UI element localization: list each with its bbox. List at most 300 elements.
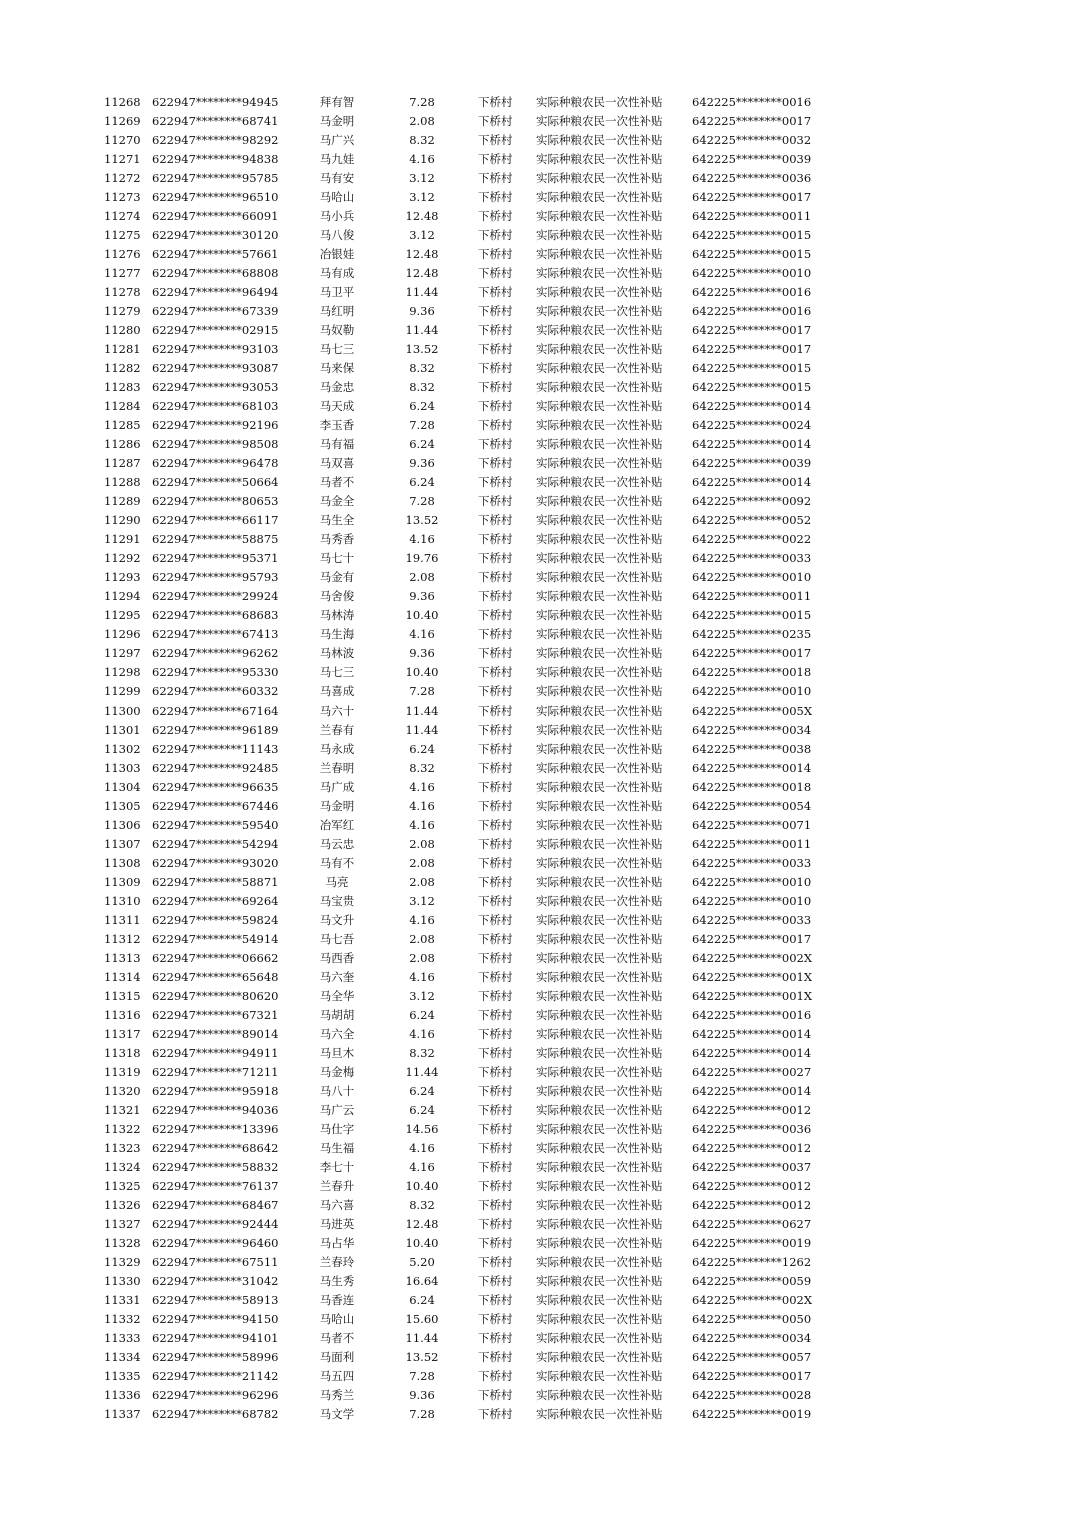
id-number: 642225********0017 [692, 931, 812, 946]
subsidy-amount: 8.32 [409, 1197, 435, 1212]
account-number: 622947********67339 [152, 304, 279, 319]
row-number: 11299 [104, 684, 141, 699]
village-name: 下桥村 [478, 1007, 513, 1022]
account-number: 622947********67511 [152, 1254, 279, 1269]
row-number: 11284 [104, 399, 141, 414]
row-number: 11291 [104, 532, 141, 547]
table-row [0, 1348, 1074, 1367]
subsidy-amount: 2.08 [409, 114, 435, 129]
id-number: 642225********0034 [692, 1331, 812, 1346]
village-name: 下桥村 [478, 855, 513, 870]
table-row [0, 416, 1074, 435]
subsidy-amount: 11.44 [405, 703, 439, 718]
village-name: 下桥村 [478, 589, 513, 604]
account-number: 622947********95793 [152, 570, 279, 585]
subsidy-amount: 7.28 [409, 1407, 435, 1422]
row-number: 11292 [104, 551, 141, 566]
id-number: 642225********0057 [692, 1350, 812, 1365]
subsidy-amount: 4.16 [409, 1026, 435, 1041]
subsidy-type: 实际种粮农民一次性补贴 [536, 646, 663, 661]
village-name: 下桥村 [478, 1407, 513, 1422]
row-number: 11329 [104, 1254, 141, 1269]
table-row [0, 1196, 1074, 1215]
farmer-name: 马金忠 [319, 380, 355, 395]
farmer-name: 马广成 [319, 779, 355, 794]
id-number: 642225********0017 [692, 646, 812, 661]
row-number: 11321 [104, 1102, 141, 1117]
farmer-name: 拜有智 [319, 95, 355, 109]
village-name: 下桥村 [478, 418, 513, 433]
village-name: 下桥村 [478, 874, 513, 889]
id-number: 642225********0018 [692, 665, 812, 680]
subsidy-amount: 6.24 [409, 437, 435, 452]
subsidy-amount: 2.08 [409, 950, 435, 965]
farmer-name: 马金明 [319, 798, 355, 813]
farmer-name: 马金梅 [319, 1064, 355, 1079]
id-number: 642225********0016 [692, 285, 812, 300]
farmer-name: 马奴勒 [319, 323, 355, 338]
row-number: 11289 [104, 494, 141, 509]
village-name: 下桥村 [478, 152, 513, 167]
row-number: 11308 [104, 855, 141, 870]
farmer-name: 马生秀 [319, 1273, 355, 1288]
farmer-name: 冶军红 [319, 817, 355, 832]
village-name: 下桥村 [478, 304, 513, 319]
row-number: 11331 [104, 1292, 141, 1307]
subsidy-type: 实际种粮农民一次性补贴 [536, 589, 663, 604]
table-row [0, 169, 1074, 188]
row-number: 11315 [104, 988, 141, 1003]
row-number: 11286 [104, 437, 141, 452]
id-number: 642225********0014 [692, 399, 812, 414]
subsidy-type: 实际种粮农民一次性补贴 [536, 703, 663, 718]
table-row [0, 378, 1074, 397]
subsidy-type: 实际种粮农民一次性补贴 [536, 798, 663, 813]
id-number: 642225********0017 [692, 114, 812, 129]
row-number: 11275 [104, 228, 141, 243]
row-number: 11323 [104, 1140, 141, 1155]
subsidy-type: 实际种粮农民一次性补贴 [536, 266, 663, 281]
table-row [0, 397, 1074, 416]
subsidy-amount: 10.40 [405, 608, 439, 623]
subsidy-amount: 6.24 [409, 399, 435, 414]
table-row [0, 682, 1074, 701]
account-number: 622947********69264 [152, 893, 279, 908]
farmer-name: 马生全 [319, 513, 355, 528]
table-row [0, 1177, 1074, 1196]
farmer-name: 马八十 [319, 1083, 355, 1098]
farmer-name: 马小兵 [319, 209, 355, 224]
id-number: 642225********0017 [692, 342, 812, 357]
table-row [0, 264, 1074, 283]
id-number: 642225********0052 [692, 513, 812, 528]
subsidy-type: 实际种粮农民一次性补贴 [536, 874, 663, 889]
village-name: 下桥村 [478, 342, 513, 357]
farmer-name: 马占华 [319, 1235, 355, 1250]
village-name: 下桥村 [478, 798, 513, 813]
subsidy-type: 实际种粮农民一次性补贴 [536, 1007, 663, 1022]
table-row [0, 1272, 1074, 1291]
farmer-name: 马文升 [319, 912, 355, 927]
farmer-name: 马仕字 [319, 1121, 355, 1136]
row-number: 11303 [104, 760, 141, 775]
farmer-name: 马进英 [319, 1216, 355, 1231]
row-number: 11272 [104, 171, 141, 186]
farmer-name: 马香连 [319, 1292, 355, 1307]
farmer-name: 兰春升 [319, 1178, 355, 1193]
id-number: 642225********0017 [692, 1369, 812, 1384]
table-row [0, 663, 1074, 682]
id-number: 642225********0012 [692, 1197, 812, 1212]
subsidy-type: 实际种粮农民一次性补贴 [536, 399, 663, 414]
village-name: 下桥村 [478, 95, 513, 109]
table-row [0, 530, 1074, 549]
subsidy-type: 实际种粮农民一次性补贴 [536, 494, 663, 509]
subsidy-type: 实际种粮农民一次性补贴 [536, 152, 663, 167]
subsidy-type: 实际种粮农民一次性补贴 [536, 475, 663, 490]
account-number: 622947********58996 [152, 1350, 279, 1365]
village-name: 下桥村 [478, 1235, 513, 1250]
table-row [0, 492, 1074, 511]
village-name: 下桥村 [478, 361, 513, 376]
farmer-name: 兰春玲 [319, 1254, 355, 1269]
account-number: 622947********93087 [152, 361, 279, 376]
subsidy-amount: 6.24 [409, 1083, 435, 1098]
account-number: 622947********95371 [152, 551, 279, 566]
id-number: 642225********0627 [692, 1216, 812, 1231]
account-number: 622947********54914 [152, 931, 279, 946]
table-row [0, 1082, 1074, 1101]
subsidy-amount: 11.44 [405, 1064, 439, 1079]
account-number: 622947********58832 [152, 1159, 279, 1174]
subsidy-amount: 2.08 [409, 836, 435, 851]
id-number: 642225********0014 [692, 1026, 812, 1041]
table-row [0, 150, 1074, 169]
table-row [0, 721, 1074, 740]
village-name: 下桥村 [478, 608, 513, 623]
row-number: 11283 [104, 380, 141, 395]
id-number: 642225********0036 [692, 171, 812, 186]
subsidy-type: 实际种粮农民一次性补贴 [536, 1216, 663, 1231]
id-number: 642225********001X [692, 969, 813, 984]
subsidy-amount: 13.52 [405, 342, 439, 357]
id-number: 642225********0033 [692, 551, 812, 566]
table-row [0, 911, 1074, 930]
subsidy-amount: 8.32 [409, 361, 435, 376]
id-number: 642225********0015 [692, 361, 812, 376]
subsidy-amount: 4.16 [409, 969, 435, 984]
account-number: 622947********67321 [152, 1007, 279, 1022]
id-number: 642225********0034 [692, 722, 812, 737]
account-number: 622947********94945 [152, 95, 279, 109]
village-name: 下桥村 [478, 1102, 513, 1117]
village-name: 下桥村 [478, 266, 513, 281]
farmer-name: 马七三 [319, 665, 355, 680]
subsidy-amount: 9.36 [409, 456, 435, 471]
subsidy-type: 实际种粮农民一次性补贴 [536, 741, 663, 756]
village-name: 下桥村 [478, 456, 513, 471]
table-row [0, 644, 1074, 663]
farmer-name: 马宝贵 [319, 893, 355, 908]
account-number: 622947********96635 [152, 779, 279, 794]
subsidy-type: 实际种粮农民一次性补贴 [536, 1273, 663, 1288]
account-number: 622947********92485 [152, 760, 279, 775]
subsidy-amount: 6.24 [409, 1102, 435, 1117]
table-row [0, 1025, 1074, 1044]
subsidy-amount: 5.20 [409, 1254, 435, 1269]
subsidy-amount: 7.28 [409, 684, 435, 699]
village-name: 下桥村 [478, 1254, 513, 1269]
row-number: 11294 [104, 589, 141, 604]
village-name: 下桥村 [478, 931, 513, 946]
farmer-name: 马天成 [319, 399, 355, 414]
village-name: 下桥村 [478, 627, 513, 642]
id-number: 642225********0033 [692, 855, 812, 870]
table-row [0, 1291, 1074, 1310]
farmer-name: 马六奎 [319, 969, 355, 984]
subsidy-amount: 4.16 [409, 152, 435, 167]
table-row [0, 797, 1074, 816]
subsidy-type: 实际种粮农民一次性补贴 [536, 1369, 663, 1384]
table-row [0, 112, 1074, 131]
table-row [0, 759, 1074, 778]
table-row [0, 1006, 1074, 1025]
table-row [0, 340, 1074, 359]
farmer-name: 马六喜 [319, 1197, 355, 1212]
subsidy-type: 实际种粮农民一次性补贴 [536, 209, 663, 224]
subsidy-type: 实际种粮农民一次性补贴 [536, 912, 663, 927]
farmer-name: 马哈山 [319, 1312, 355, 1326]
row-number: 11271 [104, 152, 141, 167]
account-number: 622947********96189 [152, 722, 279, 737]
table-row [0, 1063, 1074, 1082]
subsidy-type: 实际种粮农民一次性补贴 [536, 969, 663, 984]
village-name: 下桥村 [478, 171, 513, 186]
id-number: 642225********0016 [692, 95, 812, 109]
account-number: 622947********68782 [152, 1407, 279, 1422]
id-number: 642225********0028 [692, 1388, 812, 1403]
account-number: 622947********96494 [152, 285, 279, 300]
account-number: 622947********96510 [152, 190, 279, 205]
subsidy-type: 实际种粮农民一次性补贴 [536, 1178, 663, 1193]
farmer-name: 马六全 [319, 1026, 355, 1041]
id-number: 642225********0010 [692, 893, 812, 908]
row-number: 11334 [104, 1350, 141, 1365]
farmer-name: 马七十 [319, 551, 355, 566]
account-number: 622947********57661 [152, 247, 279, 262]
farmer-name: 马秀兰 [319, 1388, 355, 1403]
table-row [0, 188, 1074, 207]
village-name: 下桥村 [478, 133, 513, 148]
farmer-name: 冶银娃 [319, 247, 355, 262]
subsidy-type: 实际种粮农民一次性补贴 [536, 570, 663, 585]
village-name: 下桥村 [478, 684, 513, 699]
account-number: 622947********65648 [152, 969, 279, 984]
table-row [0, 587, 1074, 606]
subsidy-type: 实际种粮农民一次性补贴 [536, 133, 663, 148]
table-row [0, 892, 1074, 911]
account-number: 622947********96460 [152, 1235, 279, 1250]
id-number: 642225********0014 [692, 437, 812, 452]
account-number: 622947********54294 [152, 836, 279, 851]
table-row [0, 1158, 1074, 1177]
subsidy-type: 实际种粮农民一次性补贴 [536, 779, 663, 794]
row-number: 11296 [104, 627, 141, 642]
row-number: 11269 [104, 114, 141, 129]
village-name: 下桥村 [478, 1045, 513, 1060]
table-row [0, 1234, 1074, 1253]
id-number: 642225********0017 [692, 323, 812, 338]
farmer-name: 马有福 [319, 437, 355, 452]
village-name: 下桥村 [478, 779, 513, 794]
subsidy-amount: 4.16 [409, 912, 435, 927]
table-row [0, 93, 1074, 112]
subsidy-type: 实际种粮农民一次性补贴 [536, 1140, 663, 1155]
village-name: 下桥村 [478, 247, 513, 262]
id-number: 642225********0012 [692, 1178, 812, 1193]
table-row [0, 511, 1074, 530]
row-number: 11293 [104, 570, 141, 585]
id-number: 642225********0038 [692, 741, 812, 756]
subsidy-type: 实际种粮农民一次性补贴 [536, 1292, 663, 1307]
subsidy-amount: 6.24 [409, 1292, 435, 1307]
account-number: 622947********58871 [152, 874, 279, 889]
subsidy-type: 实际种粮农民一次性补贴 [536, 513, 663, 528]
id-number: 642225********0016 [692, 1007, 812, 1022]
id-number: 642225********0054 [692, 798, 812, 813]
table-row [0, 1329, 1074, 1348]
subsidy-type: 实际种粮农民一次性补贴 [536, 1026, 663, 1041]
subsidy-amount: 10.40 [405, 1235, 439, 1250]
row-number: 11285 [104, 418, 141, 433]
farmer-name: 马秀香 [319, 532, 355, 547]
account-number: 622947********59540 [152, 817, 279, 832]
account-number: 622947********95918 [152, 1083, 279, 1098]
village-name: 下桥村 [478, 190, 513, 205]
id-number: 642225********0024 [692, 418, 812, 433]
row-number: 11328 [104, 1235, 141, 1250]
account-number: 622947********89014 [152, 1026, 279, 1041]
subsidy-type: 实际种粮农民一次性补贴 [536, 247, 663, 262]
account-number: 622947********11143 [152, 741, 279, 756]
id-number: 642225********0014 [692, 1045, 812, 1060]
village-name: 下桥村 [478, 323, 513, 338]
subsidy-type: 实际种粮农民一次性补贴 [536, 1254, 663, 1269]
account-number: 622947********96296 [152, 1388, 279, 1403]
id-number: 642225********0027 [692, 1064, 812, 1079]
row-number: 11302 [104, 741, 141, 756]
table-row [0, 702, 1074, 721]
id-number: 642225********0059 [692, 1273, 812, 1288]
subsidy-amount: 10.40 [405, 1178, 439, 1193]
account-number: 622947********60332 [152, 684, 279, 699]
farmer-name: 马永成 [319, 741, 355, 756]
subsidy-amount: 10.40 [405, 665, 439, 680]
table-row [0, 435, 1074, 454]
farmer-name: 马来保 [319, 361, 355, 376]
village-name: 下桥村 [478, 1331, 513, 1346]
farmer-name: 马生福 [319, 1140, 355, 1155]
subsidy-amount: 12.48 [405, 1216, 439, 1231]
subsidy-amount: 4.16 [409, 627, 435, 642]
table-row [0, 625, 1074, 644]
table-row [0, 873, 1074, 892]
farmer-name: 马旦木 [319, 1045, 355, 1060]
account-number: 622947********93053 [152, 380, 279, 395]
subsidy-amount: 8.32 [409, 133, 435, 148]
table-row [0, 1139, 1074, 1158]
village-name: 下桥村 [478, 380, 513, 395]
subsidy-type: 实际种粮农民一次性补贴 [536, 627, 663, 642]
account-number: 622947********95785 [152, 171, 279, 186]
id-number: 642225********0012 [692, 1140, 812, 1155]
id-number: 642225********0014 [692, 475, 812, 490]
village-name: 下桥村 [478, 1140, 513, 1155]
row-number: 11301 [104, 722, 141, 737]
subsidy-amount: 2.08 [409, 931, 435, 946]
account-number: 622947********30120 [152, 228, 279, 243]
subsidy-type: 实际种粮农民一次性补贴 [536, 817, 663, 832]
village-name: 下桥村 [478, 1350, 513, 1365]
table-row [0, 740, 1074, 759]
table-row [0, 473, 1074, 492]
village-name: 下桥村 [478, 209, 513, 224]
row-number: 11314 [104, 969, 141, 984]
farmer-name: 马金明 [319, 114, 355, 129]
account-number: 622947********13396 [152, 1121, 279, 1136]
village-name: 下桥村 [478, 760, 513, 775]
account-number: 622947********21142 [152, 1369, 279, 1384]
table-row [0, 816, 1074, 835]
row-number: 11322 [104, 1121, 141, 1136]
subsidy-type: 实际种粮农民一次性补贴 [536, 1197, 663, 1212]
account-number: 622947********02915 [152, 323, 279, 338]
subsidy-type: 实际种粮农民一次性补贴 [536, 836, 663, 851]
subsidy-amount: 4.16 [409, 1140, 435, 1155]
account-number: 622947********76137 [152, 1178, 279, 1193]
account-number: 622947********58913 [152, 1292, 279, 1307]
account-number: 622947********29924 [152, 589, 279, 604]
subsidy-type: 实际种粮农民一次性补贴 [536, 190, 663, 205]
subsidy-type: 实际种粮农民一次性补贴 [536, 361, 663, 376]
subsidy-type: 实际种粮农民一次性补贴 [536, 1388, 663, 1403]
subsidy-type: 实际种粮农民一次性补贴 [536, 418, 663, 433]
subsidy-type: 实际种粮农民一次性补贴 [536, 323, 663, 338]
subsidy-amount: 8.32 [409, 380, 435, 395]
subsidy-type: 实际种粮农民一次性补贴 [536, 722, 663, 737]
farmer-name: 马五四 [319, 1369, 355, 1384]
row-number: 11309 [104, 874, 141, 889]
village-name: 下桥村 [478, 570, 513, 585]
subsidy-type: 实际种粮农民一次性补贴 [536, 304, 663, 319]
account-number: 622947********68683 [152, 608, 279, 623]
id-number: 642225********0015 [692, 247, 812, 262]
account-number: 622947********59824 [152, 912, 279, 927]
village-name: 下桥村 [478, 114, 513, 129]
subsidy-amount: 4.16 [409, 779, 435, 794]
village-name: 下桥村 [478, 1083, 513, 1098]
farmer-name: 马面利 [319, 1350, 355, 1365]
table-row [0, 835, 1074, 854]
account-number: 622947********80620 [152, 988, 279, 1003]
subsidy-type: 实际种粮农民一次性补贴 [536, 171, 663, 186]
account-number: 622947********98292 [152, 133, 279, 148]
subsidy-amount: 4.16 [409, 1159, 435, 1174]
farmer-name: 马广兴 [319, 133, 355, 148]
village-name: 下桥村 [478, 532, 513, 547]
farmer-name: 马七吾 [319, 931, 355, 946]
farmer-name: 马云忠 [319, 836, 355, 851]
